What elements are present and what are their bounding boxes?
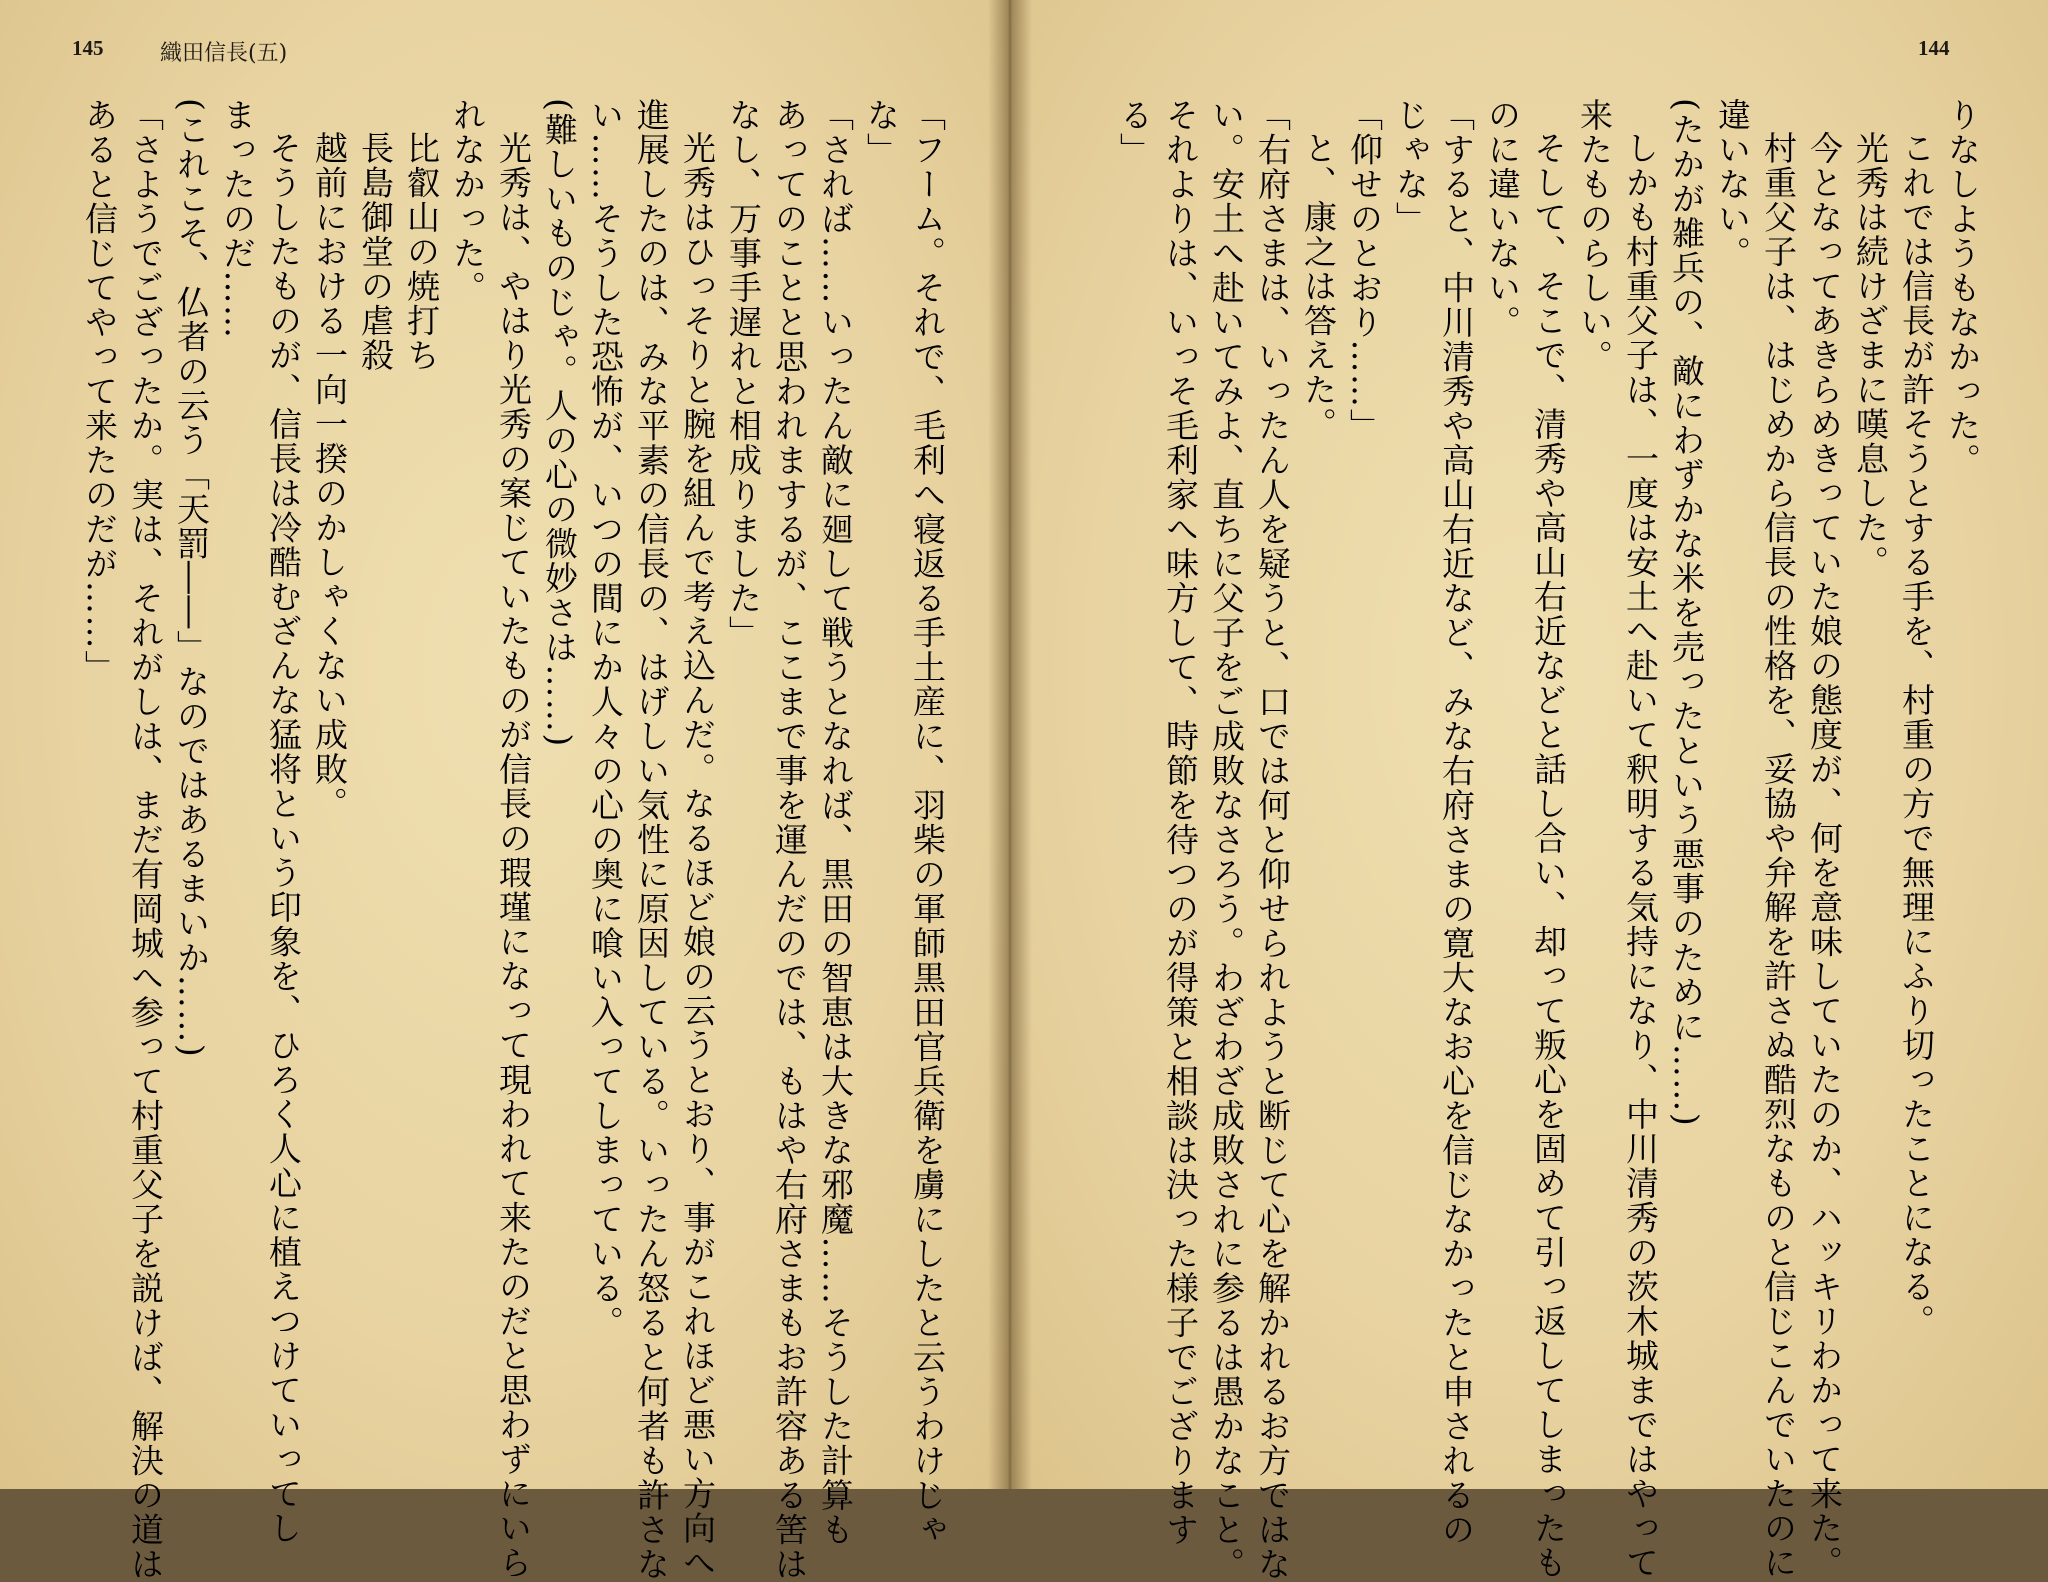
text-line: 「仰せのとおり……」 bbox=[1345, 98, 1384, 443]
left-page-body bbox=[70, 98, 950, 1582]
text-line: (難しいものじゃ。人の心の微妙さは……) bbox=[540, 98, 579, 748]
text-line: そして、そこで、清秀や高山右近などと話し合い、却って叛心を固めて引っ返してしまったも bbox=[1529, 131, 1568, 1580]
text-line: (これこそ、仏者の云う「天罰――」なのではあるまいか……) bbox=[172, 98, 211, 1059]
text-line: (たかが雑兵の、敵にわずかな米を売ったという悪事のために……) bbox=[1667, 98, 1706, 1128]
text-line: のに違いない。 bbox=[1483, 98, 1522, 340]
text-line: 「されば……いったん敵に廻して戦うとなれば、黒田の智恵は大きな邪魔……そうした計算も bbox=[816, 98, 855, 1547]
text-line: 来たものらしい。 bbox=[1575, 98, 1614, 374]
text-line: じゃな」 bbox=[1391, 98, 1430, 236]
text-line: る」 bbox=[1115, 98, 1154, 167]
text-line: しかも村重父子は、一度は安土へ赴いて釈明する気持になり、中川清秀の茨木城まではやって bbox=[1621, 131, 1660, 1580]
text-line: 「さようでござったか。実は、それがしは、まだ有岡城へ参って村重父子を説けば、解決の道は bbox=[126, 98, 165, 1582]
text-line: あってのことと思われまするが、ここまで事を運んだのでは、もはや右府さまもお許容ある筈は bbox=[770, 98, 809, 1582]
text-line: 「フーム。それで、毛利へ寝返る手土産に、羽柴の軍師黒田官兵衛を虜にしたと云うわけじゃ bbox=[908, 98, 947, 1547]
text-line: と、康之は答えた。 bbox=[1299, 131, 1338, 442]
right-page-number: 144 bbox=[1918, 36, 1950, 60]
text-line: 光秀は、やはり光秀の案じていたものが信長の瑕瑾になって現われて来たのだと思わずにいら bbox=[494, 131, 533, 1580]
right-page-body bbox=[1105, 98, 1985, 1582]
text-line: い。安土へ赴いてみよ、直ちに父子をご成敗なさろう。わざわざ成敗されに参るは愚かなこと。 bbox=[1207, 98, 1246, 1582]
text-line: りなしようもなかった。 bbox=[1943, 98, 1982, 478]
text-line: な」 bbox=[862, 98, 901, 167]
text-line: 今となってあきらめきっていた娘の態度が、何を意味していたのか、ハッキリわかって来た。 bbox=[1805, 131, 1844, 1580]
text-line: 長島御堂の虐殺 bbox=[356, 131, 395, 373]
text-line: それよりは、いっそ毛利家へ味方して、時節を待つのが得策と相談は決った様子でござります bbox=[1161, 98, 1200, 1547]
text-line: 光秀はひっそりと腕を組んで考え込んだ。なるほど娘の云うとおり、事がこれほど悪い方向へ bbox=[678, 131, 717, 1580]
text-line: 光秀は続けざまに嘆息した。 bbox=[1851, 131, 1890, 580]
text-line: 「右府さまは、いったん人を疑うと、口では何と仰せられようと断じて心を解かれるお方ではな bbox=[1253, 98, 1292, 1582]
text-line: なし、万事手遅れと相成りました」 bbox=[724, 98, 763, 650]
text-line: そうしたものが、信長は冷酷むざんな猛将という印象を、ひろく人心に植えつけていってし bbox=[264, 131, 303, 1546]
text-line: 比叡山の焼打ち bbox=[402, 131, 441, 373]
text-line: あると信じてやって来たのだが……」 bbox=[80, 98, 119, 685]
text-line: い……そうした恐怖が、いつの間にか人々の心の奥に喰い入ってしまっている。 bbox=[586, 98, 625, 1340]
text-line: 越前における一向一揆のかしゃくない成敗。 bbox=[310, 131, 349, 821]
left-page-number: 145 bbox=[72, 36, 104, 60]
text-line: これでは信長が許そうとする手を、村重の方で無理にふり切ったことになる。 bbox=[1897, 131, 1936, 1339]
text-line: れなかった。 bbox=[448, 98, 487, 305]
running-title: 織田信長(五) bbox=[160, 41, 288, 66]
text-line: 村重父子は、はじめから信長の性格を、妥協や弁解を許さぬ酷烈なものと信じこんでいたのに bbox=[1759, 131, 1798, 1580]
text-line: 進展したのは、みな平素の信長の、はげしい気性に原因している。いったん怒ると何者も許さな bbox=[632, 98, 671, 1582]
text-line: まったのだ…… bbox=[218, 98, 257, 340]
text-line: 「すると、中川清秀や高山右近など、みな右府さまの寛大なお心を信じなかったと申されるの bbox=[1437, 98, 1476, 1547]
text-line: 違いない。 bbox=[1713, 98, 1752, 271]
